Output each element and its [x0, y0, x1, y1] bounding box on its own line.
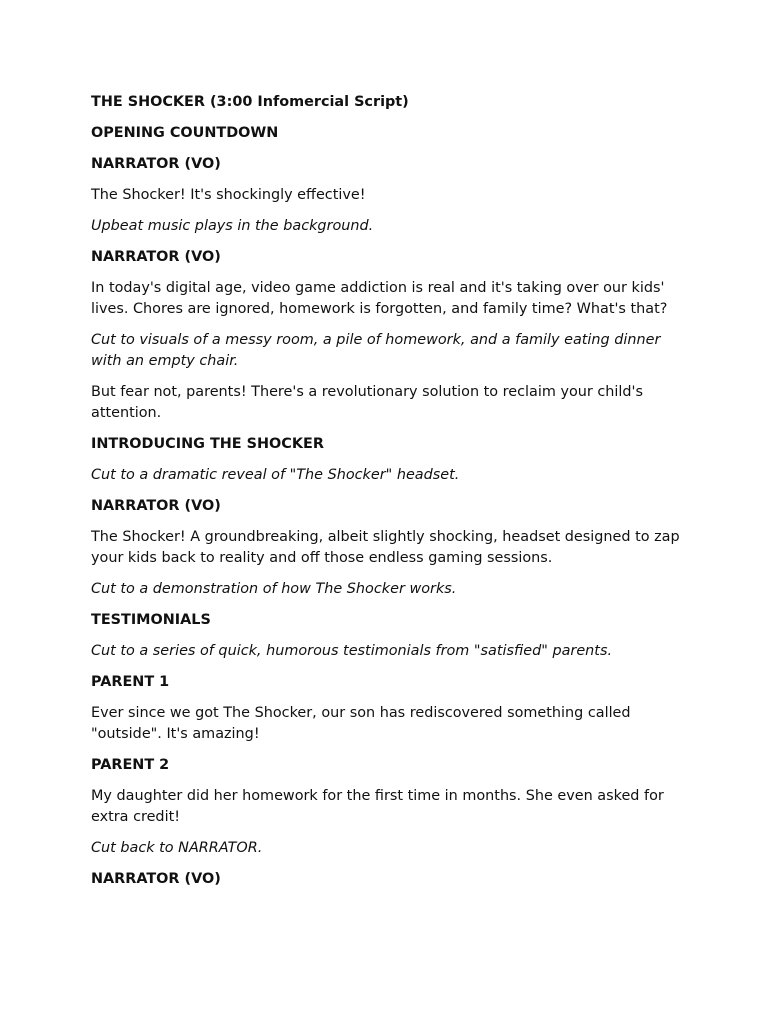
dialogue: The Shocker! A groundbreaking, albeit slightly shocking, headset designed to zap your kids back to reality and off those endless gaming sessions.	[91, 529, 680, 566]
dialogue: The Shocker! It's shockingly effective!	[91, 187, 366, 203]
character-name: NARRATOR (VO)	[91, 249, 221, 265]
stage-direction: Cut to a demonstration of how The Shocker works.	[91, 581, 457, 597]
dialogue: Ever since we got The Shocker, our son has rediscovered something called "outside". It's amazing!	[91, 705, 631, 742]
scene-heading: TESTIMONIALS	[91, 612, 211, 628]
stage-direction: Upbeat music plays in the background.	[91, 218, 374, 234]
character-name: NARRATOR (VO)	[91, 156, 221, 172]
dialogue: But fear not, parents! There's a revolutionary solution to reclaim your child's attention.	[91, 384, 643, 421]
dialogue: In today's digital age, video game addiction is real and it's taking over our kids' lives. Chores are ignored, homework is forgotten, and family time? What's that?	[91, 280, 668, 317]
stage-direction: Cut to a dramatic reveal of "The Shocker" headset.	[91, 467, 460, 483]
stage-direction: Cut back to NARRATOR.	[91, 840, 263, 856]
character-name: PARENT 1	[91, 674, 170, 690]
stage-direction: Cut to a series of quick, humorous testimonials from "satisfied" parents.	[91, 643, 613, 659]
script-page	[91, 92, 691, 900]
stage-direction: Cut to visuals of a messy room, a pile of homework, and a family eating dinner with an empty chair.	[91, 332, 661, 369]
character-name: NARRATOR (VO)	[91, 871, 221, 887]
scene-heading: INTRODUCING THE SHOCKER	[91, 436, 324, 452]
character-name: PARENT 2	[91, 757, 170, 773]
scene-heading: OPENING COUNTDOWN	[91, 125, 279, 141]
character-name: NARRATOR (VO)	[91, 498, 221, 514]
script-title: THE SHOCKER (3:00 Infomercial Script)	[91, 94, 409, 110]
dialogue: My daughter did her homework for the first time in months. She even asked for extra credit!	[91, 788, 664, 825]
